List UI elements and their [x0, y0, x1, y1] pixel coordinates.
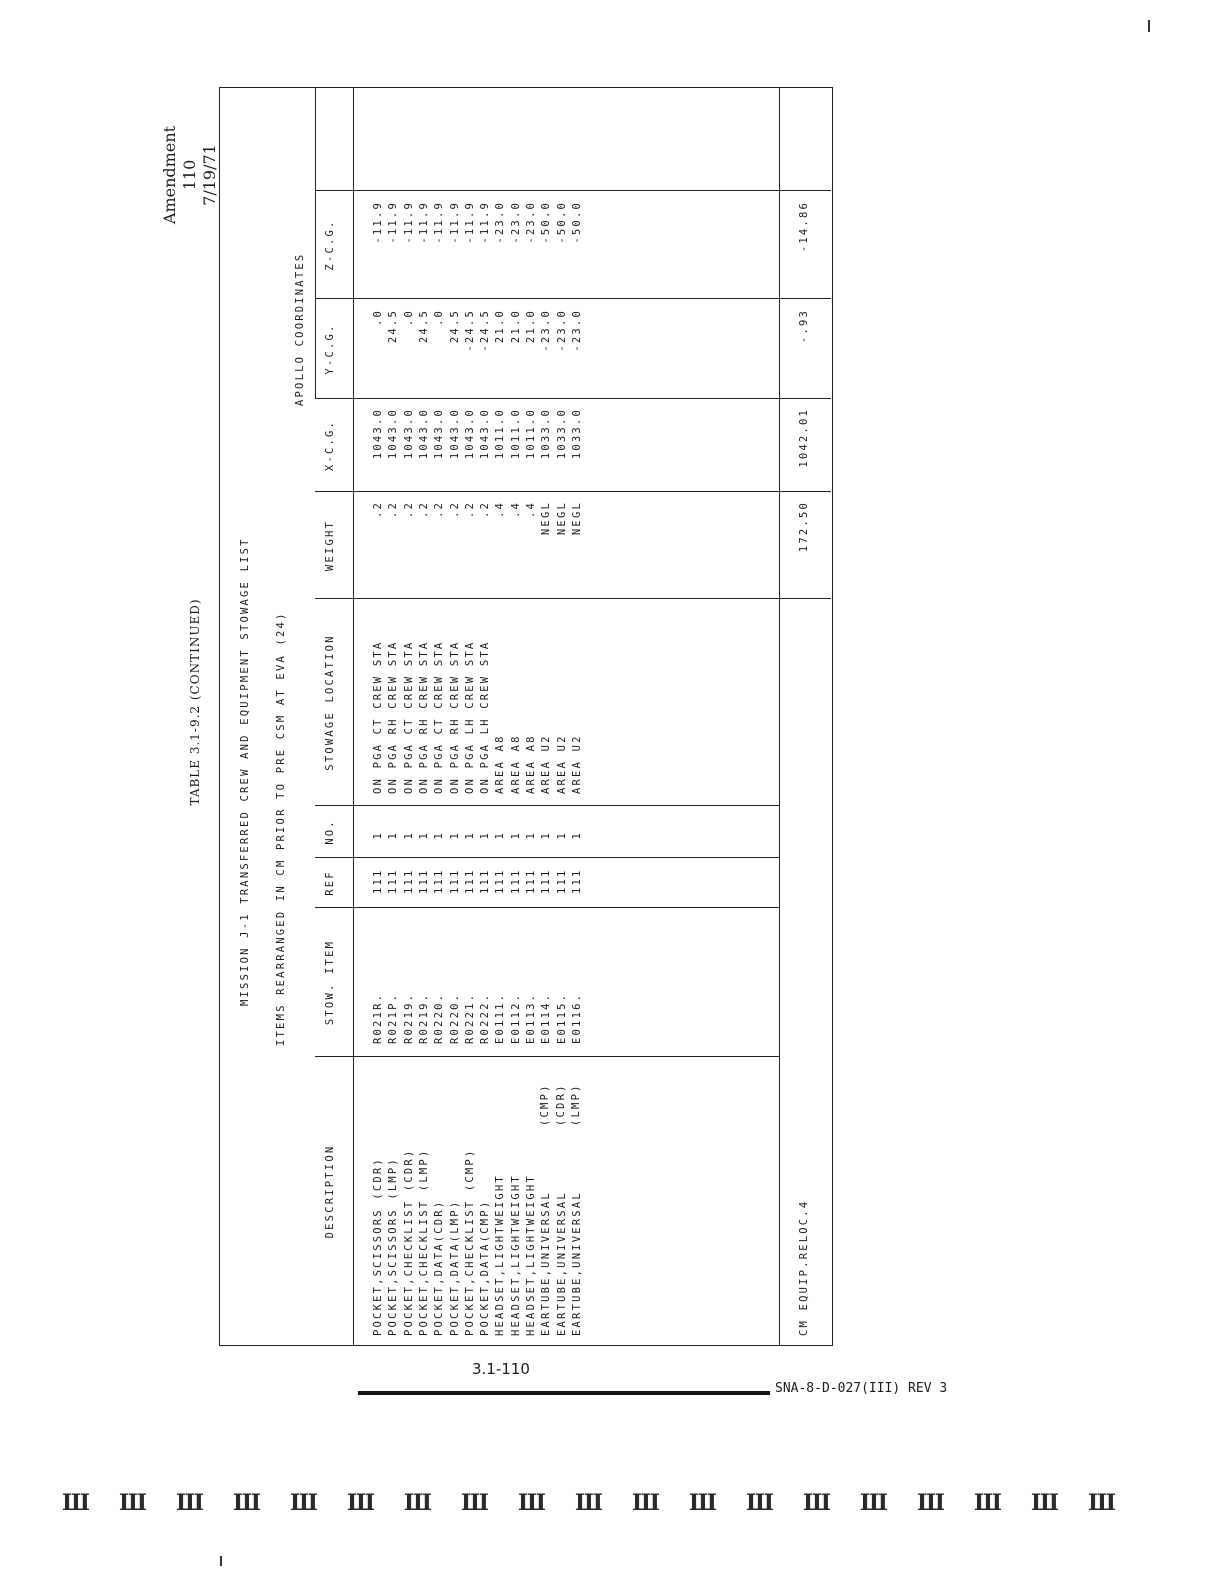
scan-speck [220, 1556, 222, 1566]
cell-stow-item: E0115. [555, 992, 568, 1044]
cell-weight: NEGL [570, 501, 583, 536]
cell-z-cg: -50.0 [570, 201, 583, 244]
cell-z-cg: -11.9 [417, 201, 430, 244]
cell-x-cg: 1033.0 [540, 408, 553, 460]
cell-description: POCKET,DATA(LMP) [448, 1199, 461, 1336]
cell-y-cg: 24.5 [448, 309, 461, 344]
cell-weight: NEGL [540, 501, 553, 536]
edge-mark: Ш [176, 1490, 204, 1516]
cell-x-cg: 1043.0 [387, 408, 400, 460]
cell-ref: 111 [494, 868, 507, 894]
cell-weight: .4 [525, 501, 537, 519]
cell-y-cg: .0 [402, 309, 415, 327]
cell-stowage-location: AREA U2 [555, 734, 568, 794]
cell-description: POCKET,DATA(CMP) [479, 1199, 492, 1336]
cell-z-cg: -23.0 [525, 201, 537, 244]
cell-crew-tag: (CMP) [539, 1083, 552, 1126]
edge-mark: Ш [575, 1490, 603, 1516]
cell-stow-item: R0221. [463, 992, 476, 1044]
cell-crew-tag: (CDR) [554, 1083, 567, 1126]
cell-y-cg: 21.0 [525, 309, 537, 344]
amendment-number: Amendment 110 [160, 125, 199, 225]
page-number: 3.1-110 [472, 1360, 530, 1378]
table-title: MISSION J-1 TRANSFERRED CREW AND EQUIPMENT STOWAGE LIST [239, 537, 251, 1006]
cell-x-cg: 1011.0 [509, 408, 522, 460]
cell-x-cg: 1033.0 [570, 408, 583, 460]
cell-stow-item: R0222. [479, 992, 492, 1044]
cell-weight: NEGL [555, 501, 568, 536]
cell-y-cg: 24.5 [417, 309, 430, 344]
cell-description: POCKET,SCISSORS (CDR) [372, 1157, 384, 1336]
cell-y-cg: 21.0 [509, 309, 522, 344]
cell-x-cg: 1011.0 [525, 408, 537, 460]
cell-description: EARTUBE,UNIVERSAL [570, 1191, 583, 1336]
cell-stowage-location: ON PGA RH CREW STA [387, 640, 400, 794]
cell-z-cg: -50.0 [555, 201, 568, 244]
cell-z-cg: -50.0 [540, 201, 553, 244]
cell-z-cg: -23.0 [509, 201, 522, 244]
footer-rule [358, 1391, 770, 1395]
cell-y-cg: -24.5 [479, 309, 492, 352]
cell-weight: .2 [463, 501, 476, 519]
totals-label: CM EQUIP.RELOC.4 [798, 1199, 810, 1336]
edge-mark: Ш [461, 1490, 489, 1516]
cell-x-cg: 1043.0 [402, 408, 415, 460]
cell-x-cg: 1043.0 [433, 408, 446, 460]
cell-z-cg: -11.9 [463, 201, 476, 244]
edge-mark: Ш [404, 1490, 432, 1516]
cell-y-cg: .0 [372, 309, 384, 327]
cell-stow-item: E0116. [570, 992, 583, 1044]
col-header-stow-item: STOW. ITEM [324, 939, 336, 1026]
cell-no: 1 [525, 831, 537, 840]
edge-mark: Ш [746, 1490, 774, 1516]
cell-z-cg: -11.9 [433, 201, 446, 244]
col-header-y-cg: Y-C.G. [324, 323, 336, 375]
col-header-ref: REF [324, 870, 336, 896]
cell-y-cg: 21.0 [494, 309, 507, 344]
cell-ref: 111 [525, 868, 537, 894]
cell-stow-item: E0112. [509, 992, 522, 1044]
cell-ref: 111 [402, 868, 415, 894]
cell-no: 1 [509, 831, 522, 840]
edge-mark: Ш [347, 1490, 375, 1516]
cell-z-cg: -11.9 [387, 201, 400, 244]
cell-z-cg: -11.9 [372, 201, 384, 244]
cell-description: POCKET,DATA(CDR) [433, 1199, 446, 1336]
cell-ref: 111 [448, 868, 461, 894]
cell-no: 1 [402, 831, 415, 840]
cell-weight: .2 [448, 501, 461, 519]
col-divider [315, 857, 779, 858]
col-header-x-cg: X-C.G. [324, 419, 336, 472]
cell-description: POCKET,CHECKLIST (CMP) [463, 1148, 476, 1336]
totals-z-cg: -14.86 [798, 201, 810, 253]
edge-mark: Ш [917, 1490, 945, 1516]
cell-stowage-location: AREA U2 [540, 734, 553, 794]
cell-description: HEADSET,LIGHTWEIGHT [509, 1174, 522, 1336]
cell-stow-item: E0114. [540, 992, 553, 1044]
cell-stow-item: R0220. [433, 992, 446, 1044]
edge-mark: Ш [290, 1490, 318, 1516]
col-header-description: DESCRIPTION [324, 1144, 336, 1239]
cell-stow-item: R0219. [417, 992, 430, 1044]
apollo-divider [315, 87, 316, 399]
totals-x-cg: 1042.01 [798, 408, 810, 468]
cell-z-cg: -11.9 [479, 201, 492, 244]
cell-stowage-location: ON PGA RH CREW STA [448, 640, 461, 794]
cell-ref: 111 [555, 868, 568, 894]
cell-ref: 111 [570, 868, 583, 894]
cell-weight: .2 [433, 501, 446, 519]
col-header-weight: WEIGHT [324, 519, 336, 572]
cell-stowage-location: ON PGA CT CREW STA [372, 640, 384, 794]
cell-no: 1 [555, 831, 568, 840]
cell-no: 1 [479, 831, 492, 840]
edge-mark: Ш [62, 1490, 90, 1516]
edge-mark: Ш [632, 1490, 660, 1516]
cell-weight: .2 [479, 501, 492, 519]
cell-x-cg: 1043.0 [479, 408, 492, 460]
table-subtitle: ITEMS REARRANGED IN CM PRIOR TO PRE CSM AT EVA (24) [275, 611, 287, 1046]
cell-weight: .2 [417, 501, 430, 519]
cell-ref: 111 [540, 868, 553, 894]
cell-stow-item: E0111. [494, 992, 507, 1044]
cell-weight: .4 [494, 501, 507, 519]
document-id: SNA-8-D-027(III) REV 3 [775, 1381, 948, 1396]
cell-stowage-location: AREA A8 [494, 734, 507, 794]
cell-weight: .4 [509, 501, 522, 519]
cell-description: POCKET,CHECKLIST (LMP) [417, 1148, 430, 1336]
edge-mark: Ш [689, 1490, 717, 1516]
cell-stowage-location: ON PGA LH CREW STA [479, 640, 492, 794]
cell-stowage-location: AREA A8 [525, 734, 537, 794]
table-caption-text: TABLE 3.1-9.2 (CONTINUED) [188, 598, 202, 806]
cell-description: HEADSET,LIGHTWEIGHT [525, 1174, 537, 1336]
cell-stowage-location: ON PGA CT CREW STA [402, 640, 415, 794]
cell-ref: 111 [479, 868, 492, 894]
cell-x-cg: 1043.0 [463, 408, 476, 460]
stowage-table [219, 87, 833, 1346]
cell-y-cg: 24.5 [387, 309, 400, 344]
col-divider [315, 1056, 779, 1057]
col-header-z-cg: Z-C.G. [324, 219, 336, 271]
cell-no: 1 [372, 831, 384, 840]
cell-ref: 111 [387, 868, 400, 894]
cell-stowage-location: AREA A8 [509, 734, 522, 794]
cell-ref: 111 [433, 868, 446, 894]
edge-mark: Ш [1088, 1490, 1116, 1516]
column-header-divider [353, 87, 354, 1346]
cell-ref: 111 [463, 868, 476, 894]
cell-weight: .2 [402, 501, 415, 519]
cell-x-cg: 1043.0 [417, 408, 430, 460]
apollo-coordinates-header: APOLLO COORDINATES [294, 252, 306, 406]
cell-x-cg: 1011.0 [494, 408, 507, 460]
cell-no: 1 [494, 831, 507, 840]
cell-weight: .2 [372, 501, 384, 519]
col-divider [315, 907, 779, 908]
cell-description: EARTUBE,UNIVERSAL [540, 1191, 553, 1336]
cell-description: POCKET,CHECKLIST (CDR) [402, 1148, 415, 1336]
cell-no: 1 [570, 831, 583, 840]
cell-y-cg: .0 [433, 309, 446, 327]
cell-y-cg: -23.0 [540, 309, 553, 352]
cell-stowage-location: AREA U2 [570, 734, 583, 794]
cell-stowage-location: ON PGA LH CREW STA [463, 640, 476, 794]
cell-no: 1 [433, 831, 446, 840]
cell-y-cg: -23.0 [570, 309, 583, 352]
cell-no: 1 [463, 831, 476, 840]
cell-stow-item: R0219. [402, 992, 415, 1044]
col-header-no: NO. [324, 819, 336, 845]
table-caption [180, 580, 210, 840]
edge-mark: Ш [803, 1490, 831, 1516]
amendment-date: 7/19/71 [200, 144, 219, 206]
cell-description: HEADSET,LIGHTWEIGHT [494, 1174, 507, 1336]
cell-no: 1 [448, 831, 461, 840]
edge-mark: Ш [233, 1490, 261, 1516]
cell-ref: 111 [509, 868, 522, 894]
cell-weight: .2 [387, 501, 400, 519]
totals-weight: 172.50 [798, 501, 810, 553]
edge-mark: Ш [974, 1490, 1002, 1516]
cell-no: 1 [417, 831, 430, 840]
edge-mark: Ш [1031, 1490, 1059, 1516]
cell-z-cg: -23.0 [494, 201, 507, 244]
cell-x-cg: 1043.0 [448, 408, 461, 460]
col-header-stowage-location: STOWAGE LOCATION [324, 634, 336, 771]
cell-stow-item: R021R. [372, 992, 384, 1044]
cell-z-cg: -11.9 [448, 201, 461, 244]
cell-description: EARTUBE,UNIVERSAL [555, 1191, 568, 1336]
totals-y-cg: -.93 [798, 309, 810, 344]
col-divider [315, 190, 831, 191]
cell-stow-item: E0113. [525, 992, 537, 1044]
stowage-table-wrapper [219, 87, 833, 1346]
cell-no: 1 [387, 831, 400, 840]
cell-ref: 111 [417, 868, 430, 894]
cell-y-cg: -23.0 [555, 309, 568, 352]
cell-x-cg: 1033.0 [555, 408, 568, 460]
edge-mark: Ш [119, 1490, 147, 1516]
cell-crew-tag: (LMP) [569, 1083, 582, 1126]
microfilm-edge-marks [62, 1490, 1162, 1520]
cell-x-cg: 1043.0 [372, 408, 384, 460]
cell-stowage-location: ON PGA RH CREW STA [417, 640, 430, 794]
cell-description: POCKET,SCISSORS (LMP) [387, 1157, 400, 1336]
totals-divider [779, 87, 780, 1346]
cell-ref: 111 [372, 868, 384, 894]
edge-mark: Ш [860, 1490, 888, 1516]
cell-z-cg: -11.9 [402, 201, 415, 244]
cell-stow-item: R021P. [387, 992, 400, 1044]
edge-mark: Ш [518, 1490, 546, 1516]
cell-y-cg: -24.5 [463, 309, 476, 352]
scan-speck [1148, 20, 1150, 32]
cell-stow-item: R0220. [448, 992, 461, 1044]
cell-stowage-location: ON PGA CT CREW STA [433, 640, 446, 794]
col-divider [315, 805, 779, 806]
cell-no: 1 [540, 831, 553, 840]
